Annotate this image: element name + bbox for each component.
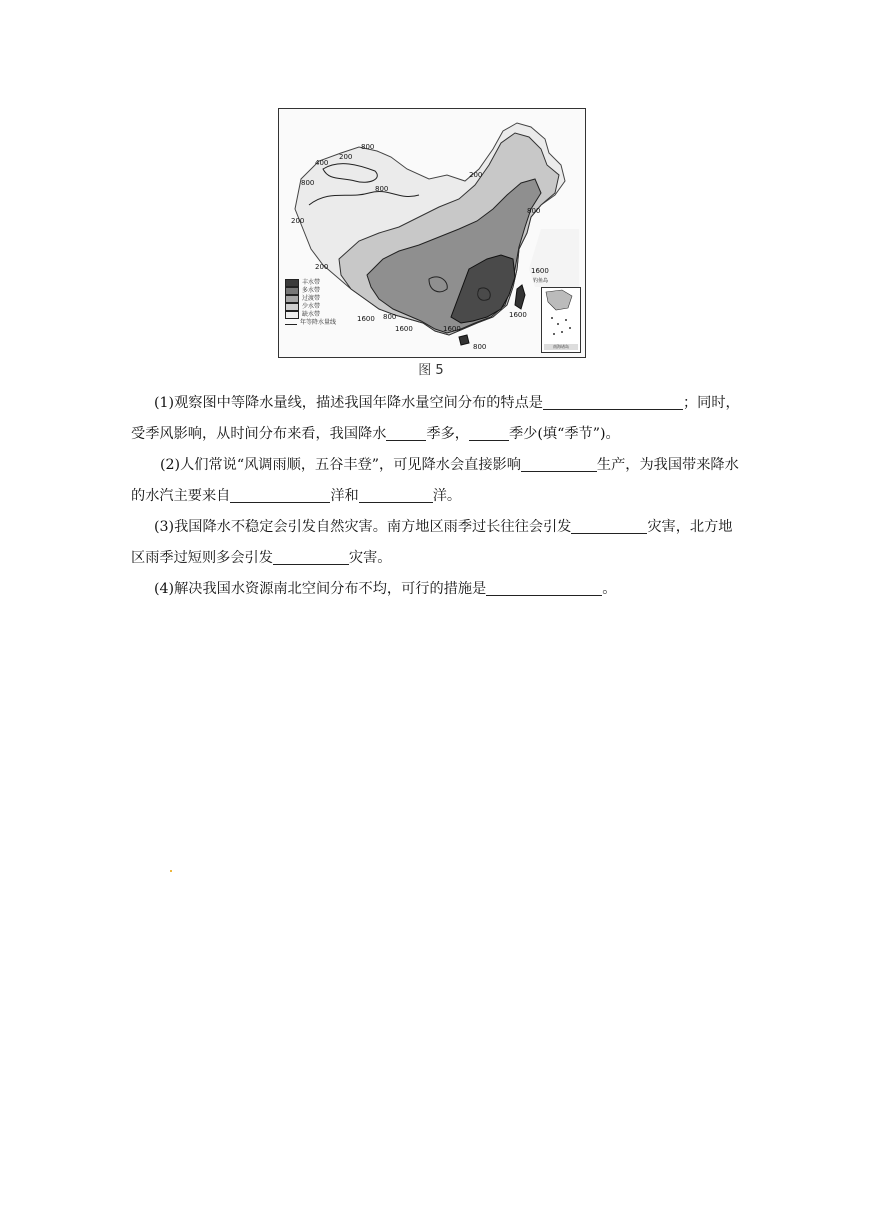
legend-label: 缺水带 [302, 311, 321, 318]
question-text: 季多， [426, 426, 469, 442]
question-text: (1)观察图中等降水量线，描述我国年降水量空间分布的特点是 [154, 395, 543, 411]
question-list [131, 388, 743, 605]
answer-blank[interactable] [359, 487, 433, 503]
answer-blank[interactable] [571, 518, 647, 534]
legend-item [285, 295, 355, 303]
legend-swatch [285, 311, 299, 319]
figure-caption: 图 5 [418, 363, 444, 378]
question-text: (3)我国降水不稳定会引发自然灾害。南方地区雨季过长往往会引发 [154, 519, 572, 535]
legend-label: 丰水带 [302, 279, 321, 286]
question-text: ；同时，受季风影响，从时间分布来看，我国降水 [131, 395, 740, 442]
answer-blank[interactable] [273, 549, 349, 565]
question-text: 灾害，北方地区雨季过短则多会引发 [131, 519, 733, 566]
answer-blank[interactable] [469, 425, 509, 441]
question-text: (2)人们常说“风调雨顺，五谷丰登”，可见降水会直接影响 [160, 457, 521, 473]
contour-label: 1600 [395, 325, 413, 333]
legend-item [285, 319, 355, 327]
island-label: 钓鱼岛 [533, 278, 549, 284]
answer-blank[interactable] [486, 580, 602, 596]
question-text: 生产，为我国带来降水的水汽主要来自 [131, 457, 739, 504]
question-4 [131, 574, 743, 605]
question-text: (4)解决我国水资源南北空间分布不均，可行的措施是 [154, 581, 487, 597]
hainan-island [459, 335, 469, 345]
contour-label: 200 [469, 171, 483, 179]
question-1 [131, 388, 743, 450]
inset-map-graphic [542, 288, 580, 344]
legend-item [285, 311, 355, 319]
contour-label: 800 [473, 343, 487, 351]
contour-label: 800 [527, 207, 541, 215]
contour-label: 200 [339, 153, 353, 161]
legend-label: 过渡带 [302, 295, 321, 302]
legend-swatch [285, 303, 299, 311]
contour-label: 1600 [509, 311, 527, 319]
inset-caption: 南海诸岛 [544, 344, 578, 350]
contour-label: 200 [315, 263, 329, 271]
question-text: 季少(填“季节”)。 [508, 426, 620, 442]
legend-item [285, 303, 355, 311]
answer-blank[interactable] [230, 487, 330, 503]
south-china-sea-inset [541, 287, 581, 353]
stray-mark [170, 870, 172, 872]
contour-label: 1600 [357, 315, 375, 323]
legend-label: 年等降水量线 [300, 319, 337, 326]
contour-label: 800 [383, 313, 397, 321]
contour-label: 200 [291, 217, 305, 225]
question-text: 洋和 [330, 488, 359, 504]
answer-blank[interactable] [386, 425, 426, 441]
legend-swatch [285, 295, 299, 303]
map-legend [285, 279, 355, 327]
contour-label: 800 [375, 185, 389, 193]
isohyet-line-swatch [285, 324, 297, 325]
legend-swatch [285, 279, 299, 287]
precipitation-map [278, 108, 586, 358]
legend-label: 多水带 [302, 287, 321, 294]
taiwan-island [515, 285, 525, 309]
contour-label: 1600 [531, 267, 549, 275]
question-3 [131, 512, 743, 574]
legend-swatch [285, 287, 299, 295]
legend-label: 少水带 [302, 303, 321, 310]
contour-label: 400 [315, 159, 329, 167]
contour-label: 800 [301, 179, 315, 187]
question-text: 。 [602, 581, 617, 597]
answer-blank[interactable] [521, 456, 597, 472]
precipitation-map-figure [278, 108, 586, 378]
question-text: 洋。 [432, 488, 462, 504]
contour-label: 1600 [443, 325, 461, 333]
legend-item [285, 287, 355, 295]
contour-label: 800 [361, 143, 375, 151]
answer-blank[interactable] [543, 394, 683, 410]
question-text: 灾害。 [348, 550, 392, 566]
legend-item [285, 279, 355, 287]
question-2 [131, 450, 743, 512]
